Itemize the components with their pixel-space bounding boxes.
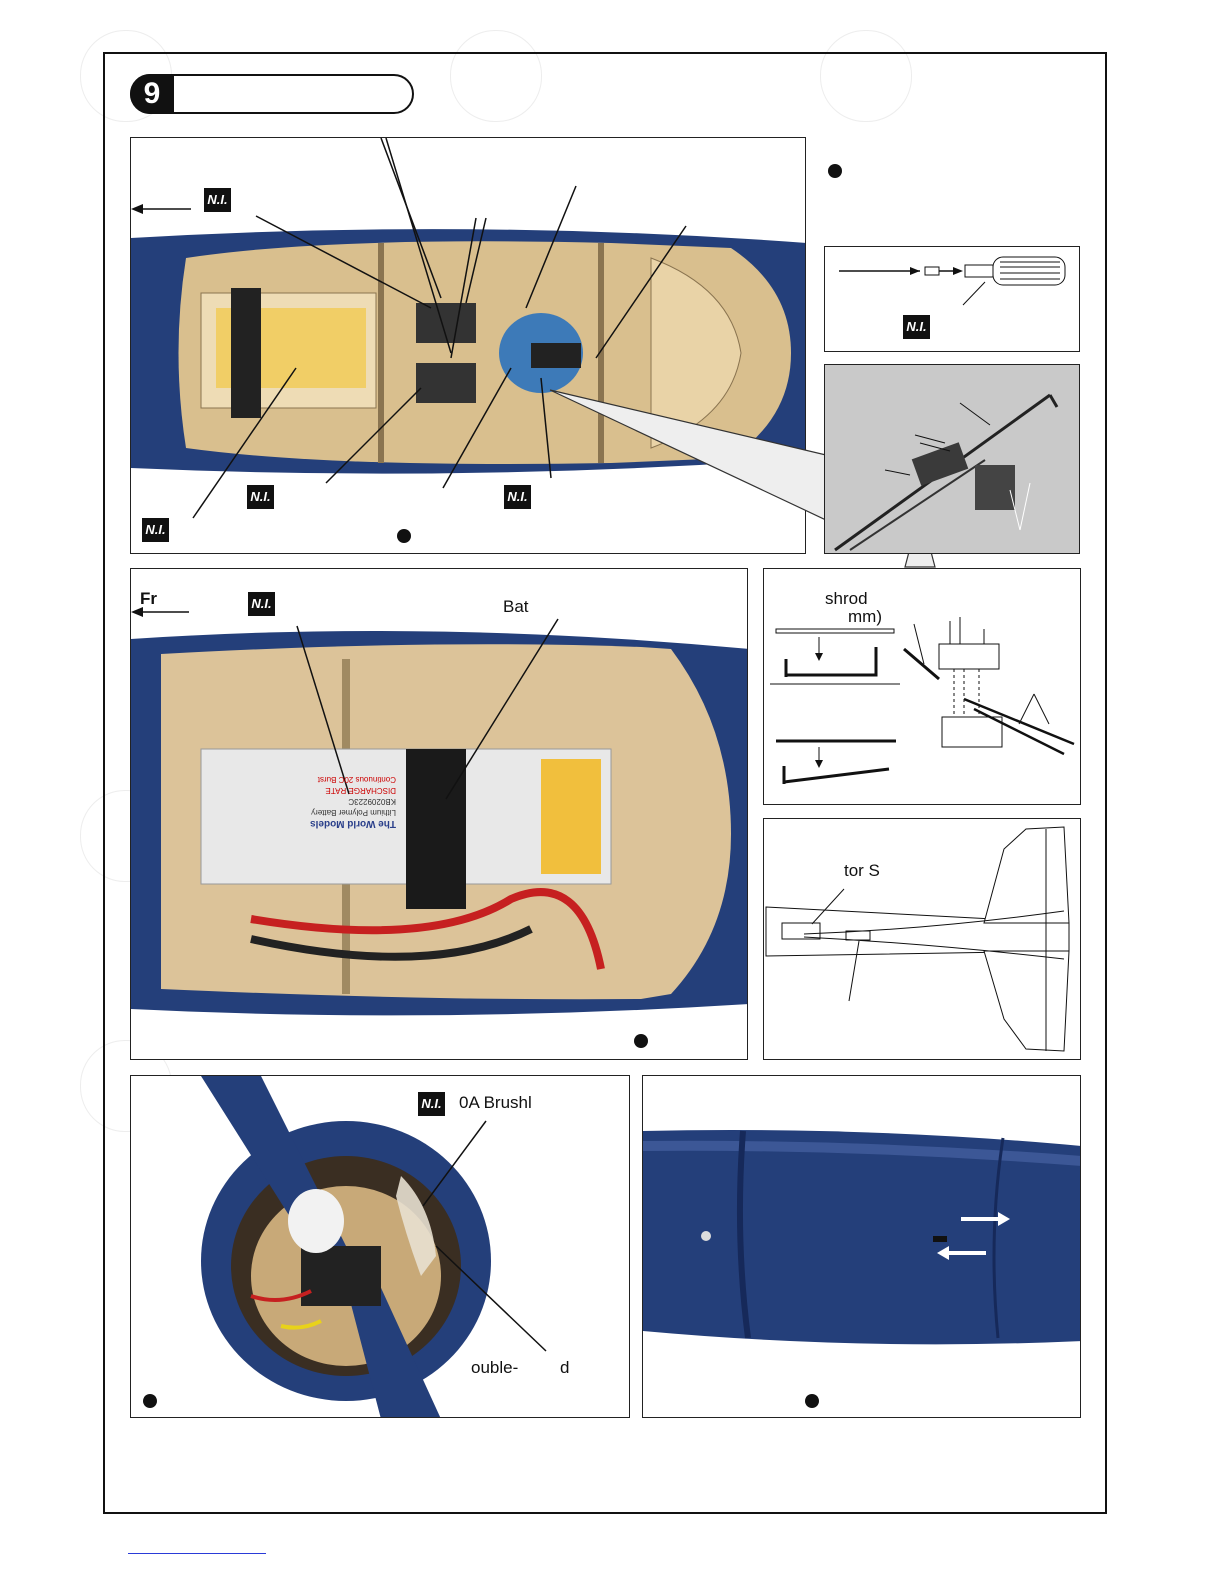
battery-compartment-illustration bbox=[131, 569, 748, 1060]
ni-badge: N.I. bbox=[142, 518, 169, 542]
step-number: 9 bbox=[130, 74, 174, 114]
battery-pack-label bbox=[266, 774, 396, 829]
panel-screwdriver bbox=[824, 246, 1080, 352]
ni-badge: N.I. bbox=[248, 592, 275, 616]
fuselage-interior-illustration bbox=[131, 138, 806, 554]
footer-link-underline bbox=[128, 1553, 266, 1554]
battery-discharge: DISCHARGE RATE bbox=[325, 786, 396, 795]
ni-badge: N.I. bbox=[903, 315, 930, 339]
screwdriver-illustration bbox=[825, 247, 1080, 352]
tape-label: ouble- bbox=[471, 1358, 519, 1377]
pushrod-label: shrod bbox=[825, 589, 868, 608]
pushrod-mm-label: mm) bbox=[848, 607, 882, 626]
tape-label-end: d bbox=[560, 1358, 570, 1377]
bullet-dot bbox=[143, 1394, 157, 1408]
ni-badge: N.I. bbox=[418, 1092, 445, 1116]
battery-label: Bat bbox=[503, 597, 529, 616]
panel-connector-photo bbox=[824, 364, 1080, 554]
esc-label: 0A Brushl bbox=[459, 1093, 532, 1112]
ni-badge: N.I. bbox=[504, 485, 531, 509]
panel-fuselage-interior bbox=[130, 137, 806, 554]
ni-badge: N.I. bbox=[247, 485, 274, 509]
bullet-dot bbox=[634, 1034, 648, 1048]
hatch-lock-illustration bbox=[643, 1076, 1081, 1418]
panel-hatch-lock bbox=[642, 1075, 1081, 1418]
servo-label: tor S bbox=[844, 861, 880, 880]
battery-type: Lithium Polymer Battery bbox=[311, 808, 396, 817]
bullet-dot bbox=[397, 529, 411, 543]
bullet-dot bbox=[828, 164, 842, 178]
panel-battery bbox=[130, 568, 748, 1060]
bullet-dot bbox=[805, 1394, 819, 1408]
front-label: Fr bbox=[140, 589, 157, 608]
pushrod-diagram-illustration bbox=[764, 569, 1081, 805]
battery-brand: The World Models bbox=[310, 818, 396, 829]
connector-photo-illustration bbox=[825, 365, 1080, 554]
battery-code: KB0209223C bbox=[348, 797, 396, 806]
panel-tail-diagram bbox=[763, 818, 1081, 1060]
panel-motor bbox=[130, 1075, 630, 1418]
motor-mount-illustration bbox=[131, 1076, 630, 1418]
step-header bbox=[130, 74, 414, 114]
panel-pushrod-diagram bbox=[763, 568, 1081, 805]
ni-badge: N.I. bbox=[204, 188, 231, 212]
battery-rate: Continuous 20C Burst bbox=[317, 775, 396, 784]
tail-diagram-illustration bbox=[764, 819, 1081, 1060]
